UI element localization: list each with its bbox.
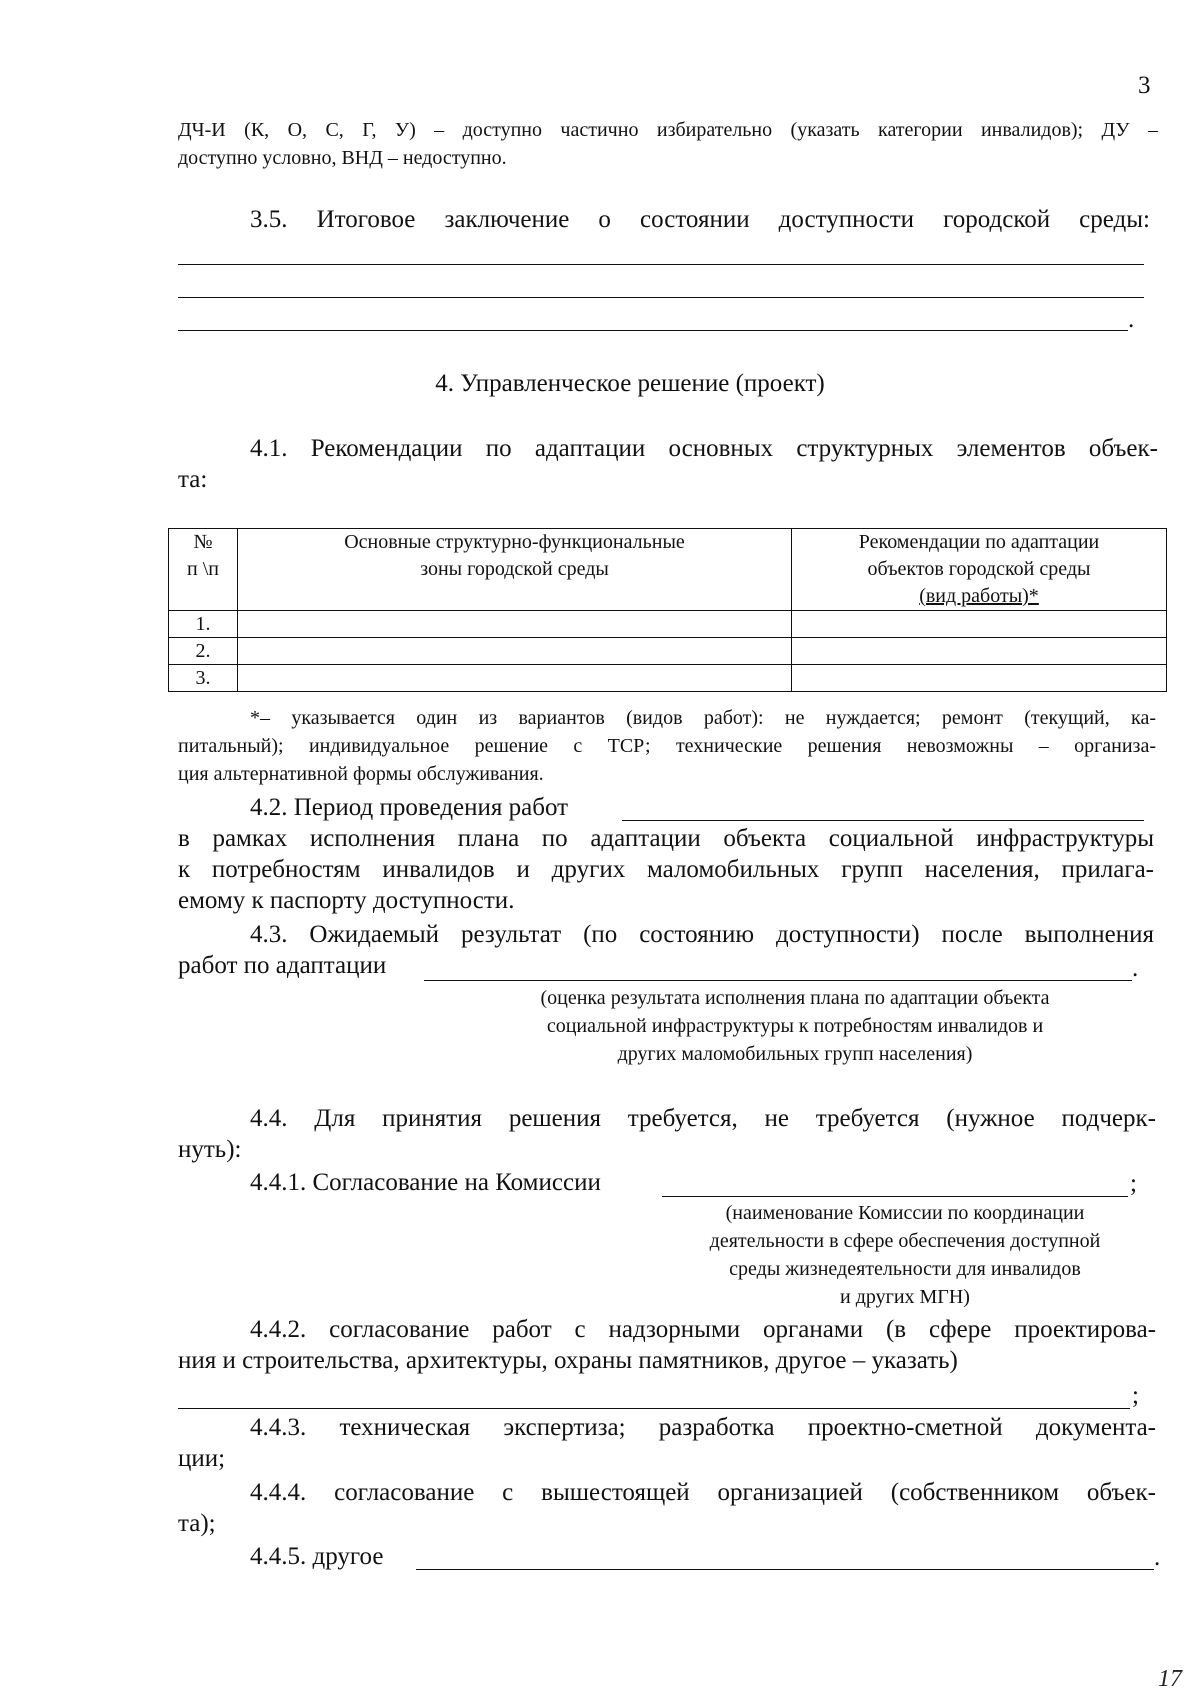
section-4-1-line-1: 4.1. Рекомендации по адаптации основных структурных элементов объек- bbox=[250, 435, 1158, 462]
other-input-line[interactable] bbox=[416, 1569, 1154, 1570]
commission-input-line[interactable] bbox=[662, 1196, 1128, 1197]
item-4-4-3 bbox=[178, 1412, 1156, 1474]
legend-line-2: доступно условно, ВНД – недоступно. bbox=[178, 147, 507, 169]
section-4-3-note bbox=[460, 984, 1130, 1068]
note-line-3: других маломобильных групп населения) bbox=[617, 1043, 973, 1065]
header-rec-line-3: (вид работы)* bbox=[919, 585, 1039, 607]
adaptation-table bbox=[168, 528, 1167, 692]
section-4-3-line-1: 4.3. Ожидаемый результат (по состоянию доступности) после выполнения bbox=[250, 921, 1154, 948]
row-rec-cell[interactable] bbox=[792, 665, 1167, 692]
row-zone-cell[interactable] bbox=[238, 665, 792, 692]
note-line-2: деятельности в сфере обеспечения доступной bbox=[709, 1230, 1101, 1252]
page-number: 3 bbox=[1138, 72, 1151, 99]
item-4-4-2-end-mark: ; bbox=[1132, 1382, 1139, 1409]
note-line-3: среды жизнедеятельности для инвалидов bbox=[729, 1258, 1081, 1280]
header-number bbox=[169, 529, 238, 611]
row-zone-cell[interactable] bbox=[238, 638, 792, 665]
note-line-1: (оценка результата исполнения плана по адаптации объекта bbox=[540, 987, 1050, 1009]
section-4-2-line-2: в рамках исполнения плана по адаптации объекта социальной инфраструктуры bbox=[178, 825, 1154, 852]
section-4-3 bbox=[178, 919, 1154, 950]
note-line-4: и других МГН) bbox=[840, 1286, 970, 1308]
header-number-line-1: № bbox=[193, 531, 213, 553]
item-4-4-4 bbox=[178, 1477, 1156, 1539]
legend-line-1: ДЧ-И (К, О, С, Г, У) – доступно частично избирательно (указать категории инвалидов); ДУ – bbox=[178, 119, 1158, 141]
header-rec-line-1: Рекомендации по адаптации bbox=[858, 531, 1100, 553]
section-4-1 bbox=[178, 433, 1158, 495]
handwritten-page-mark: 17 bbox=[1158, 1666, 1182, 1692]
table-row bbox=[169, 665, 1167, 692]
item-4-4-1-end-mark: ; bbox=[1130, 1170, 1137, 1197]
table-row bbox=[169, 611, 1167, 638]
header-rec-line-2: объектов городской среды bbox=[867, 558, 1091, 580]
row-number: 2. bbox=[169, 638, 238, 665]
row-zone-cell[interactable] bbox=[238, 611, 792, 638]
row-rec-cell[interactable] bbox=[792, 611, 1167, 638]
blank-line-3-5-c[interactable] bbox=[178, 330, 1128, 331]
item-4-4-2 bbox=[178, 1314, 1156, 1376]
supervisory-input-line[interactable] bbox=[178, 1408, 1130, 1409]
item-4-4-3-line-2: ции; bbox=[178, 1445, 226, 1472]
item-4-4-2-line-1: 4.4.2. согласование работ с надзорными органами (в сфере проектирова- bbox=[250, 1316, 1156, 1343]
table-footnote bbox=[178, 704, 1156, 788]
period-input-line[interactable] bbox=[622, 820, 1144, 821]
section-4-4 bbox=[178, 1103, 1156, 1165]
header-zones bbox=[238, 529, 792, 611]
section-4-2-label: 4.2. Период проведения работ bbox=[250, 794, 569, 821]
header-zones-line-2: зоны городской среды bbox=[420, 558, 609, 580]
header-number-line-2: п \п bbox=[187, 558, 219, 580]
section-4-2-text bbox=[178, 823, 1154, 916]
section-4-3-label: работ по адаптации bbox=[178, 952, 387, 979]
footnote-line-3: ция альтернативной формы обслуживания. bbox=[178, 763, 544, 785]
blank-line-3-5-a[interactable] bbox=[178, 264, 1144, 265]
item-4-4-4-line-1: 4.4.4. согласование с вышестоящей организацией (собственником объек- bbox=[250, 1479, 1156, 1506]
item-4-4-2-line-2: ния и строительства, архитектуры, охраны памятников, другое – указать) bbox=[178, 1347, 958, 1374]
footnote-line-1: *– указывается один из вариантов (видов работ): не нуждается; ремонт (текущий, ка- bbox=[250, 707, 1156, 729]
legend-text bbox=[178, 116, 1158, 172]
section-4-title: 4. Управленческое решение (проект) bbox=[435, 370, 825, 397]
item-4-4-5-end-mark: . bbox=[1154, 1544, 1161, 1571]
section-4-3-end-mark: . bbox=[1132, 955, 1139, 982]
section-4-4-line-2: нуть): bbox=[178, 1136, 242, 1163]
blank-line-3-5-b[interactable] bbox=[178, 297, 1144, 298]
table-row bbox=[169, 638, 1167, 665]
note-line-2: социальной инфраструктуры к потребностям инвалидов и bbox=[546, 1015, 1044, 1037]
item-4-4-5-label: 4.4.5. другое bbox=[250, 1543, 384, 1570]
section-3-5-end-mark: . bbox=[1128, 306, 1135, 333]
table-header-row bbox=[169, 529, 1167, 611]
note-line-1: (наименование Комиссии по координации bbox=[725, 1202, 1085, 1224]
footnote-line-2: питальный); индивидуальное решение с ТСР; технические решения невозможны – организа- bbox=[178, 735, 1156, 757]
section-4-4-line-1: 4.4. Для принятия решения требуется, не требуется (нужное подчерк- bbox=[250, 1105, 1156, 1132]
section-4-2-line-4: емому к паспорту доступности. bbox=[178, 887, 515, 914]
section-4-1-line-2: та: bbox=[178, 466, 208, 493]
item-4-4-1-label: 4.4.1. Согласование на Комиссии bbox=[250, 1169, 601, 1196]
item-4-4-3-line-1: 4.4.3. техническая экспертиза; разработка проектно-сметной документа- bbox=[250, 1414, 1156, 1441]
item-4-4-4-line-2: та); bbox=[178, 1510, 216, 1537]
row-number: 1. bbox=[169, 611, 238, 638]
section-3-5-heading: 3.5. Итоговое заключение о состоянии доступности городской среды: bbox=[250, 206, 1150, 233]
item-4-4-1-note bbox=[660, 1199, 1150, 1311]
header-zones-line-1: Основные структурно-функциональные bbox=[344, 531, 685, 553]
row-number: 3. bbox=[169, 665, 238, 692]
section-4-2-line-3: к потребностям инвалидов и других маломобильных групп населения, прилага- bbox=[178, 856, 1154, 883]
header-recommendations bbox=[792, 529, 1167, 611]
expected-result-input-line[interactable] bbox=[424, 980, 1132, 981]
row-rec-cell[interactable] bbox=[792, 638, 1167, 665]
